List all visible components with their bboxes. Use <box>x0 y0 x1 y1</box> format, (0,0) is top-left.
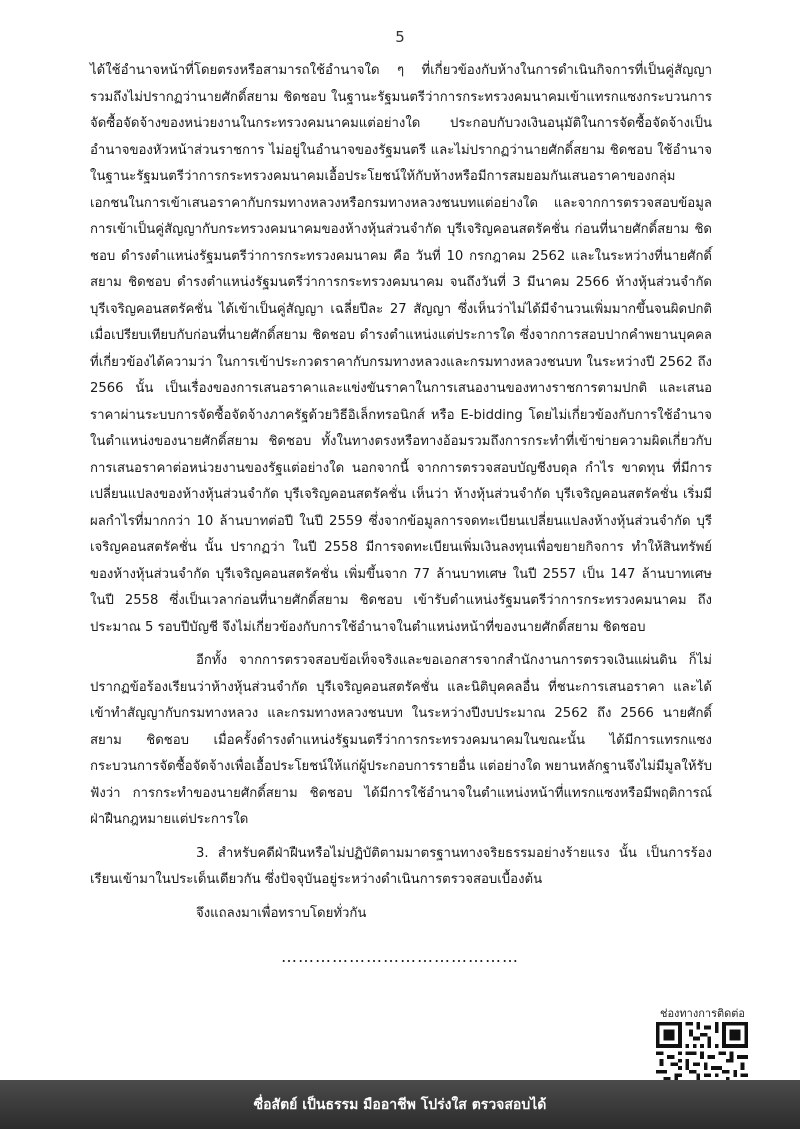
paragraph-closing: จึงแถลงมาเพื่อทราบโดยทั่วกัน <box>196 905 367 921</box>
page-number: 5 <box>395 28 405 46</box>
footer-bar <box>0 1080 800 1129</box>
dotted-separator: …………………………………… <box>281 947 519 966</box>
document-body <box>90 58 712 927</box>
contact-label: ช่องทางการติดต่อ <box>659 1007 746 1020</box>
paragraph-ethics-case: 3. สำหรับคดีฝ่าฝืนหรือไม่ปฏิบัติตามมาตรฐานทางจริยธรรมอย่างร้ายแรง นั้น เป็นการร้องเรียนเข้ามาในประเด็นเดียวกัน ซึ่งปัจจุบันอยู่ระหว่างดำเนินการตรวจสอบเบื้องต้น <box>90 845 712 887</box>
paragraph-continuation: ได้ใช้อำนาจหน้าที่โดยตรงหรือสามารถใช้อำนาจใด ๆ ที่เกี่ยวข้องกับห้างในการดำเนินกิจการที่เป็นคู่สัญญา รวมถึงไม่ปรากฏว่านายศักดิ์สยาม ชิดชอบ ในฐานะรัฐมนตรีว่าการกระทรวงคมนาคมเข้าแทรกแซงกระบวนการจัดซื้อจัดจ้างของหน่วยงานในกระทรวงคมนาคมแต่อย่างใด ประกอบกับวงเงินอนุมัติในการจัดซื้อจัดจ้างเป็นอำนาจของหัวหน้าส่วนราชการ ไม่อยู่ในอำนาจของรัฐมนตรี และไม่ปรากฏว่านายศักดิ์สยาม ชิดชอบ ใช้อำนาจในฐานะรัฐมนตรีว่าการกระทรวงคมนาคมเอื้อประโยชน์ให้กับห้างหรือมีการสมยอมกันเสนอราคาของกลุ่มเอกชนในการเข้าเสนอราคากับกรมทางหลวงหรือกรมทางหลวงชนบทแต่อย่างใด และจากการตรวจสอบข้อมูลการเข้าเป็นคู่สัญญากับกระทรวงคมนาคมของห้างหุ้นส่วนจำกัด บุรีเจริญคอนสตรัคชั่น ก่อนที่นายศักดิ์สยาม ชิดชอบ ดำรงตำแหน่งรัฐมนตรีว่าการกระทรวงคมนาคม คือ วันที่ 10 กรกฎาคม 2562 และในระหว่างที่นายศักดิ์สยาม ชิดชอบ ดำรงตำแหน่งรัฐมนตรีว่าการกระทรวงคมนาคม จนถึงวันที่ 3 มีนาคม 2566 ห้างหุ้นส่วนจำกัด บุรีเจริญคอนสตรัคชั่น ได้เข้าเป็นคู่สัญญา เฉลี่ยปีละ 27 สัญญา ซึ่งเห็นว่าไม่ได้มีจำนวนเพิ่มมากขึ้นจนผิดปกติ เมื่อเปรียบเทียบกับก่อนที่นายศักดิ์สยาม ชิดชอบ ดำรงตำแหน่งแต่ประการใด ซึ่งจากการสอบปากคำพยานบุคคลที่เกี่ยวข้องได้ความว่า ในการเข้าประกวดราคากับกรมทางหลวงและกรมทางหลวงชนบท ในระหว่างปี 2562 ถึง 2566 นั้น เป็นเรื่องของการเสนอราคาและแข่งขันราคาในการเสนองานของทางราชการตามปกติ และเสนอราคาผ่านระบบการจัดซื้อจัดจ้างภาครัฐด้วยวิธีอิเล็กทรอนิกส์ หรือ E-bidding โดยไม่เกี่ยวข้องกับการใช้อำนาจในตำแหน่งของนายศักดิ์สยาม ชิดชอบ ทั้งในทางตรงหรือทางอ้อมรวมถึงการกระทำที่เข้าข่ายความผิดเกี่ยวกับการเสนอราคาต่อหน่วยงานของรัฐแต่อย่างใด นอกจากนี้ จากการตรวจสอบบัญชีงบดุล กำไร ขาดทุน ที่มีการเปลี่ยนแปลงของห้างหุ้นส่วนจำกัด บุรีเจริญคอนสตรัคชั่น เห็นว่า ห้างหุ้นส่วนจำกัด บุรีเจริญคอนสตรัคชั่น เริ่มมีผลกำไรที่มากกว่า 10 ล้านบาทต่อปี ในปี 2559 ซึ่งจากข้อมูลการจดทะเบียนเปลี่ยนแปลงห้างหุ้นส่วนจำกัด บุรีเจริญคอนสตรัคชั่น นั้น ปรากฏว่า ในปี 2558 มีการจดทะเบียนเพิ่มเงินลงทุนเพื่อขยายกิจการ ทำให้สินทรัพย์ของห้างหุ้นส่วนจำกัด บุรีเจริญคอนสตรัคชั่น เพิ่มขึ้นจาก 77 ล้านบาทเศษ ในปี 2557 เป็น 147 ล้านบาทเศษ ในปี 2558 ซึ่งเป็นเวลาก่อนที่นายศักดิ์สยาม ชิดชอบ เข้ารับตำแหน่งรัฐมนตรีว่าการกระทรวงคมนาคม ถึงประมาณ 5 รอบปีบัญชี จึงไม่เกี่ยวข้องกับการใช้อำนาจในตำแหน่งหน้าที่ของนายศักดิ์สยาม ชิดชอบ <box>90 63 712 635</box>
footer-slogan: ซื่อสัตย์ เป็นธรรม มืออาชีพ โปร่งใส ตรวจสอบได้ <box>253 1096 547 1113</box>
paragraph-audit-findings: อีกทั้ง จากการตรวจสอบข้อเท็จจริงและขอเอกสารจากสำนักงานการตรวจเงินแผ่นดิน ก็ไม่ปรากฏข้อร้องเรียนว่าห้างหุ้นส่วนจำกัด บุรีเจริญคอนสตรัคชั่น และนิติบุคคลอื่น ที่ชนะการเสนอราคา และได้เข้าทำสัญญากับกรมทางหลวง และกรมทางหลวงชนบท ในระหว่างปีงบประมาณ 2562 ถึง 2566 นายศักดิ์สยาม ชิดชอบ เมื่อครั้งดำรงตำแหน่งรัฐมนตรีว่าการกระทรวงคมนาคมในขณะนั้น ได้มีการแทรกแซงกระบวนการจัดซื้อจัดจ้างเพื่อเอื้อประโยชน์ให้แก่ผู้ประกอบการรายอื่น แต่อย่างใด พยานหลักฐานจึงไม่มีมูลให้รับฟังว่า การกระทำของนายศักดิ์สยาม ชิดชอบ ได้มีการใช้อำนาจในตำแหน่งหน้าที่แทรกแซงหรือมีพฤติการณ์ฝ่าฝืนกฎหมายแต่ประการใด <box>90 653 712 827</box>
